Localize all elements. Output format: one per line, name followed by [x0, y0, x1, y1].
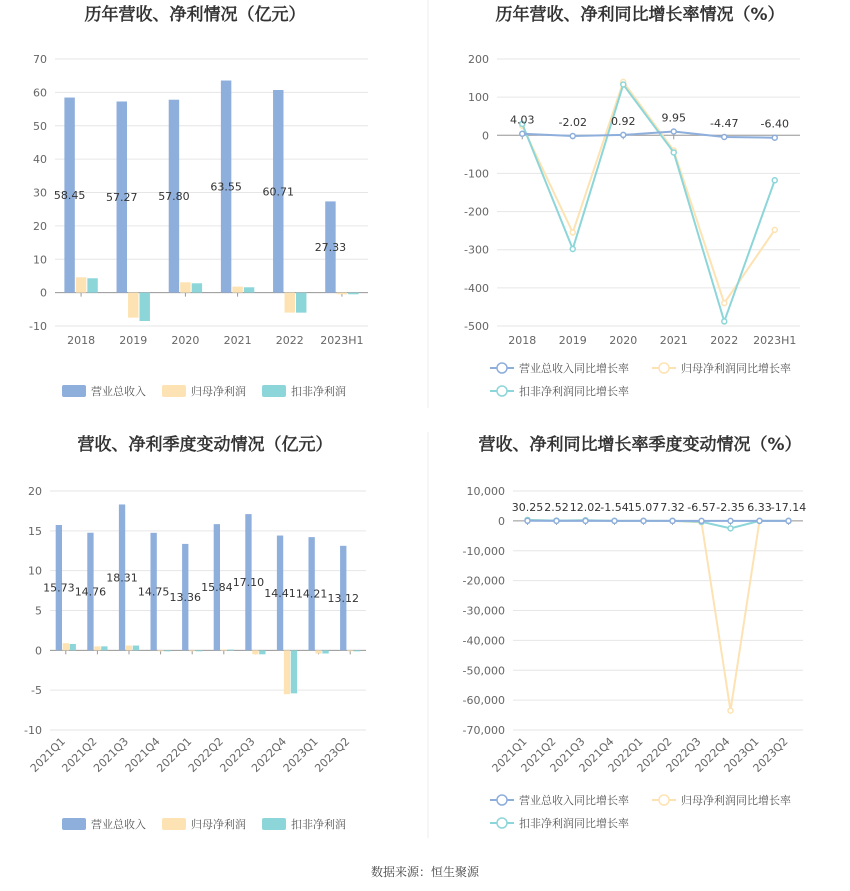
bar-1 [337, 293, 347, 295]
x-tick-label: 2021Q4 [122, 734, 163, 775]
chart-title: 营收、净利季度变动情况（亿元） [77, 435, 333, 455]
y-tick-label: -100 [464, 167, 489, 181]
line-value-label: 7.32 [660, 501, 685, 514]
x-tick-label: 2022Q1 [154, 734, 195, 775]
legend-swatch [162, 818, 186, 830]
x-tick-label: 2023H1 [320, 334, 364, 347]
bar-1 [221, 650, 227, 651]
bar-2 [101, 646, 107, 650]
bar-1 [285, 293, 295, 313]
bar-2 [354, 650, 360, 651]
y-tick-label: -70,000 [462, 724, 505, 737]
y-tick-label: 50 [33, 119, 47, 133]
bar-1 [126, 646, 132, 651]
bar-2 [348, 293, 358, 295]
bar-2 [291, 650, 297, 693]
x-tick-label: 2023H1 [753, 334, 797, 347]
line-value-label: 2.52 [544, 501, 569, 514]
bar-value-label: 14.76 [74, 585, 107, 599]
legend-swatch [62, 385, 86, 397]
legend-label: 归母净利润 [191, 385, 246, 398]
series-point-2 [671, 150, 676, 155]
x-tick-label: 2021Q4 [576, 734, 617, 775]
y-tick-label: 10,000 [466, 485, 505, 498]
y-tick-label: 10 [33, 253, 47, 267]
bar-value-label: 15.84 [201, 581, 233, 595]
bar-2 [192, 283, 202, 292]
legend-label: 营业总收入 [91, 818, 146, 831]
x-tick-label: 2018 [508, 334, 537, 347]
bar-1 [63, 643, 69, 650]
series-point-0 [525, 518, 530, 523]
bar-value-label: 13.12 [327, 592, 359, 606]
bar-value-label: 14.41 [264, 586, 296, 600]
y-tick-label: 40 [33, 153, 47, 167]
x-tick-label: 2021Q1 [27, 734, 68, 775]
legend-marker [497, 818, 507, 828]
bar-value-label: 14.75 [137, 585, 170, 599]
series-point-0 [671, 129, 676, 134]
line-value-label: -2.35 [716, 501, 745, 514]
y-tick-label: 60 [33, 86, 47, 100]
y-tick-label: 0 [40, 286, 47, 300]
legend-label: 归母净利润同比增长率 [681, 362, 791, 375]
x-tick-label: 2022 [275, 334, 304, 347]
bar-2 [133, 646, 139, 651]
bar-1 [76, 277, 86, 292]
bar-value-label: 15.73 [43, 581, 75, 595]
chart-legend [62, 384, 346, 398]
chart-title: 历年营收、净利同比增长率情况（%） [495, 5, 785, 25]
legend-label: 归母净利润同比增长率 [681, 794, 791, 807]
x-tick-label: 2022Q2 [634, 734, 675, 775]
y-tick-label: 20 [28, 485, 42, 498]
y-tick-label: -30,000 [462, 604, 505, 618]
x-tick-label: 2021Q3 [91, 734, 132, 775]
x-tick-label: 2020 [609, 334, 638, 347]
y-tick-label: 200 [468, 53, 489, 66]
legend-swatch [262, 818, 286, 830]
bar-value-label: 18.31 [106, 571, 138, 585]
y-tick-label: -10 [24, 724, 42, 737]
series-point-1 [570, 230, 575, 235]
bar-value-label: 13.36 [169, 591, 201, 605]
x-tick-label: 2022Q3 [663, 734, 704, 775]
bar-value-label: 63.55 [210, 180, 242, 194]
bar-1 [180, 282, 190, 292]
bar-1 [284, 650, 290, 694]
y-tick-label: 0 [482, 129, 489, 143]
bar-value-label: 27.33 [314, 241, 347, 255]
y-tick-label: 15 [28, 524, 42, 538]
series-point-0 [554, 518, 559, 523]
y-tick-label: -500 [464, 320, 489, 333]
line-value-label: -2.02 [558, 116, 587, 130]
legend-label: 扣非净利润同比增长率 [519, 385, 629, 398]
bar-value-label: 60.71 [262, 185, 295, 199]
series-point-0 [621, 132, 626, 137]
x-tick-label: 2023Q2 [750, 734, 791, 775]
x-tick-label: 2021 [223, 334, 252, 347]
y-tick-label: 100 [468, 91, 489, 105]
legend-label: 营业总收入同比增长率 [519, 362, 629, 375]
bar-2 [244, 287, 254, 292]
line-value-label: -6.40 [760, 117, 789, 131]
bar-1 [347, 650, 353, 651]
chart-title: 历年营收、净利情况（亿元） [84, 5, 306, 25]
x-tick-label: 2022 [710, 334, 739, 347]
x-tick-label: 2019 [558, 334, 587, 347]
series-point-0 [612, 518, 617, 523]
x-tick-label: 2018 [67, 334, 96, 347]
line-value-label: 12.02 [569, 501, 602, 514]
x-tick-label: 2020 [171, 334, 200, 347]
bar-1 [189, 650, 195, 651]
legend-marker [497, 363, 507, 373]
y-tick-label: 10 [28, 564, 42, 578]
bar-value-label: 57.80 [158, 190, 190, 204]
legend-label: 营业总收入同比增长率 [519, 794, 629, 807]
y-tick-label: -60,000 [462, 694, 505, 708]
legend-marker [497, 795, 507, 805]
series-point-2 [728, 526, 733, 531]
legend-label: 扣非净利润 [291, 818, 346, 831]
series-point-0 [722, 134, 727, 139]
line-value-label: 0.92 [611, 114, 636, 128]
series-point-2 [621, 82, 626, 87]
bar-1 [94, 646, 100, 650]
series-point-1 [772, 227, 777, 232]
line-value-label: -4.47 [710, 116, 739, 130]
bar-2 [296, 293, 306, 313]
legend-marker [659, 795, 669, 805]
series-point-0 [670, 518, 675, 523]
y-tick-label: -20,000 [462, 574, 505, 588]
x-tick-label: 2019 [119, 334, 148, 347]
bar-1 [128, 293, 138, 318]
legend-swatch [262, 385, 286, 397]
y-tick-label: -10,000 [462, 544, 505, 558]
x-tick-label: 2021 [659, 334, 688, 347]
bar-value-label: 58.45 [53, 189, 86, 203]
line-value-label: -1.54 [600, 501, 629, 514]
series-point-0 [786, 518, 791, 523]
bar-2 [87, 278, 97, 292]
x-tick-label: 2023Q1 [280, 734, 321, 775]
bar-value-label: 14.21 [295, 587, 328, 601]
y-tick-label: 0 [498, 514, 505, 528]
bar-1 [232, 287, 242, 293]
legend-label: 扣非净利润 [291, 385, 346, 398]
x-tick-label: 2022Q3 [217, 734, 258, 775]
series-line-1 [528, 520, 789, 711]
series-point-2 [570, 246, 575, 251]
legend-marker [497, 386, 507, 396]
legend-swatch [62, 818, 86, 830]
y-tick-label: -40,000 [462, 634, 505, 648]
quarterly-amount-chart [24, 434, 366, 831]
x-tick-label: 2021Q2 [59, 734, 100, 775]
y-tick-label: 20 [33, 219, 47, 233]
quarterly-growth-chart [463, 434, 807, 830]
x-tick-label: 2022Q4 [249, 734, 290, 775]
bar-2 [228, 650, 234, 651]
bar-1 [252, 650, 258, 654]
data-source-note: 数据来源：恒生聚源 [370, 865, 480, 879]
x-tick-label: 2021Q3 [547, 734, 588, 775]
legend-swatch [162, 385, 186, 397]
y-tick-label: -300 [464, 243, 489, 257]
chart-legend [490, 793, 791, 830]
bar-2 [259, 650, 265, 654]
series-line-0 [522, 131, 775, 137]
series-point-0 [520, 131, 525, 136]
y-tick-label: 70 [33, 53, 47, 66]
line-value-label: 6.33 [747, 501, 772, 514]
y-tick-label: 30 [33, 186, 47, 200]
annual-amount-chart [29, 4, 368, 398]
x-tick-label: 2021Q2 [518, 734, 559, 775]
series-point-0 [757, 518, 762, 523]
line-value-label: 15.07 [627, 501, 660, 514]
legend-label: 扣非净利润同比增长率 [519, 817, 629, 830]
line-value-label: -6.57 [687, 501, 716, 514]
bar-2 [140, 293, 150, 321]
bar-value-label: 17.10 [232, 576, 265, 590]
series-point-2 [772, 178, 777, 183]
legend-label: 归母净利润 [191, 818, 246, 831]
x-tick-label: 2023Q1 [721, 734, 762, 775]
bar-2 [70, 644, 76, 650]
chart-legend [490, 361, 791, 398]
line-value-label: 9.95 [661, 111, 686, 125]
x-tick-label: 2023Q2 [312, 734, 353, 775]
chart-legend [62, 817, 346, 831]
legend-marker [659, 363, 669, 373]
x-tick-label: 2022Q2 [185, 734, 226, 775]
series-point-2 [722, 319, 727, 324]
line-value-label: 4.03 [510, 113, 535, 127]
legend-label: 营业总收入 [91, 385, 146, 398]
series-point-0 [570, 134, 575, 139]
annual-growth-chart [464, 4, 800, 398]
x-tick-label: 2022Q4 [692, 734, 733, 775]
series-point-1 [722, 301, 727, 306]
series-point-0 [728, 518, 733, 523]
x-tick-label: 2022Q1 [605, 734, 646, 775]
y-tick-label: -400 [464, 281, 489, 295]
y-tick-label: 5 [35, 604, 42, 618]
y-tick-label: -50,000 [462, 664, 505, 678]
series-point-0 [772, 135, 777, 140]
bar-1 [315, 650, 321, 653]
bar-value-label: 57.27 [106, 191, 138, 205]
series-point-0 [641, 518, 646, 523]
y-tick-label: -5 [31, 684, 42, 698]
line-value-label: -17.14 [770, 501, 807, 514]
line-value-label: 30.25 [511, 501, 544, 514]
y-tick-label: 0 [35, 644, 42, 658]
y-tick-label: -10 [29, 320, 47, 333]
series-point-0 [699, 518, 704, 523]
series-point-1 [728, 708, 733, 713]
series-point-0 [583, 518, 588, 523]
x-tick-label: 2021Q1 [489, 734, 530, 775]
bar-2 [164, 650, 170, 651]
y-tick-label: -200 [464, 205, 489, 219]
bar-1 [157, 650, 163, 651]
bar-2 [196, 650, 202, 651]
chart-title: 营收、净利同比增长率季度变动情况（%） [478, 435, 802, 455]
bar-2 [322, 650, 328, 653]
